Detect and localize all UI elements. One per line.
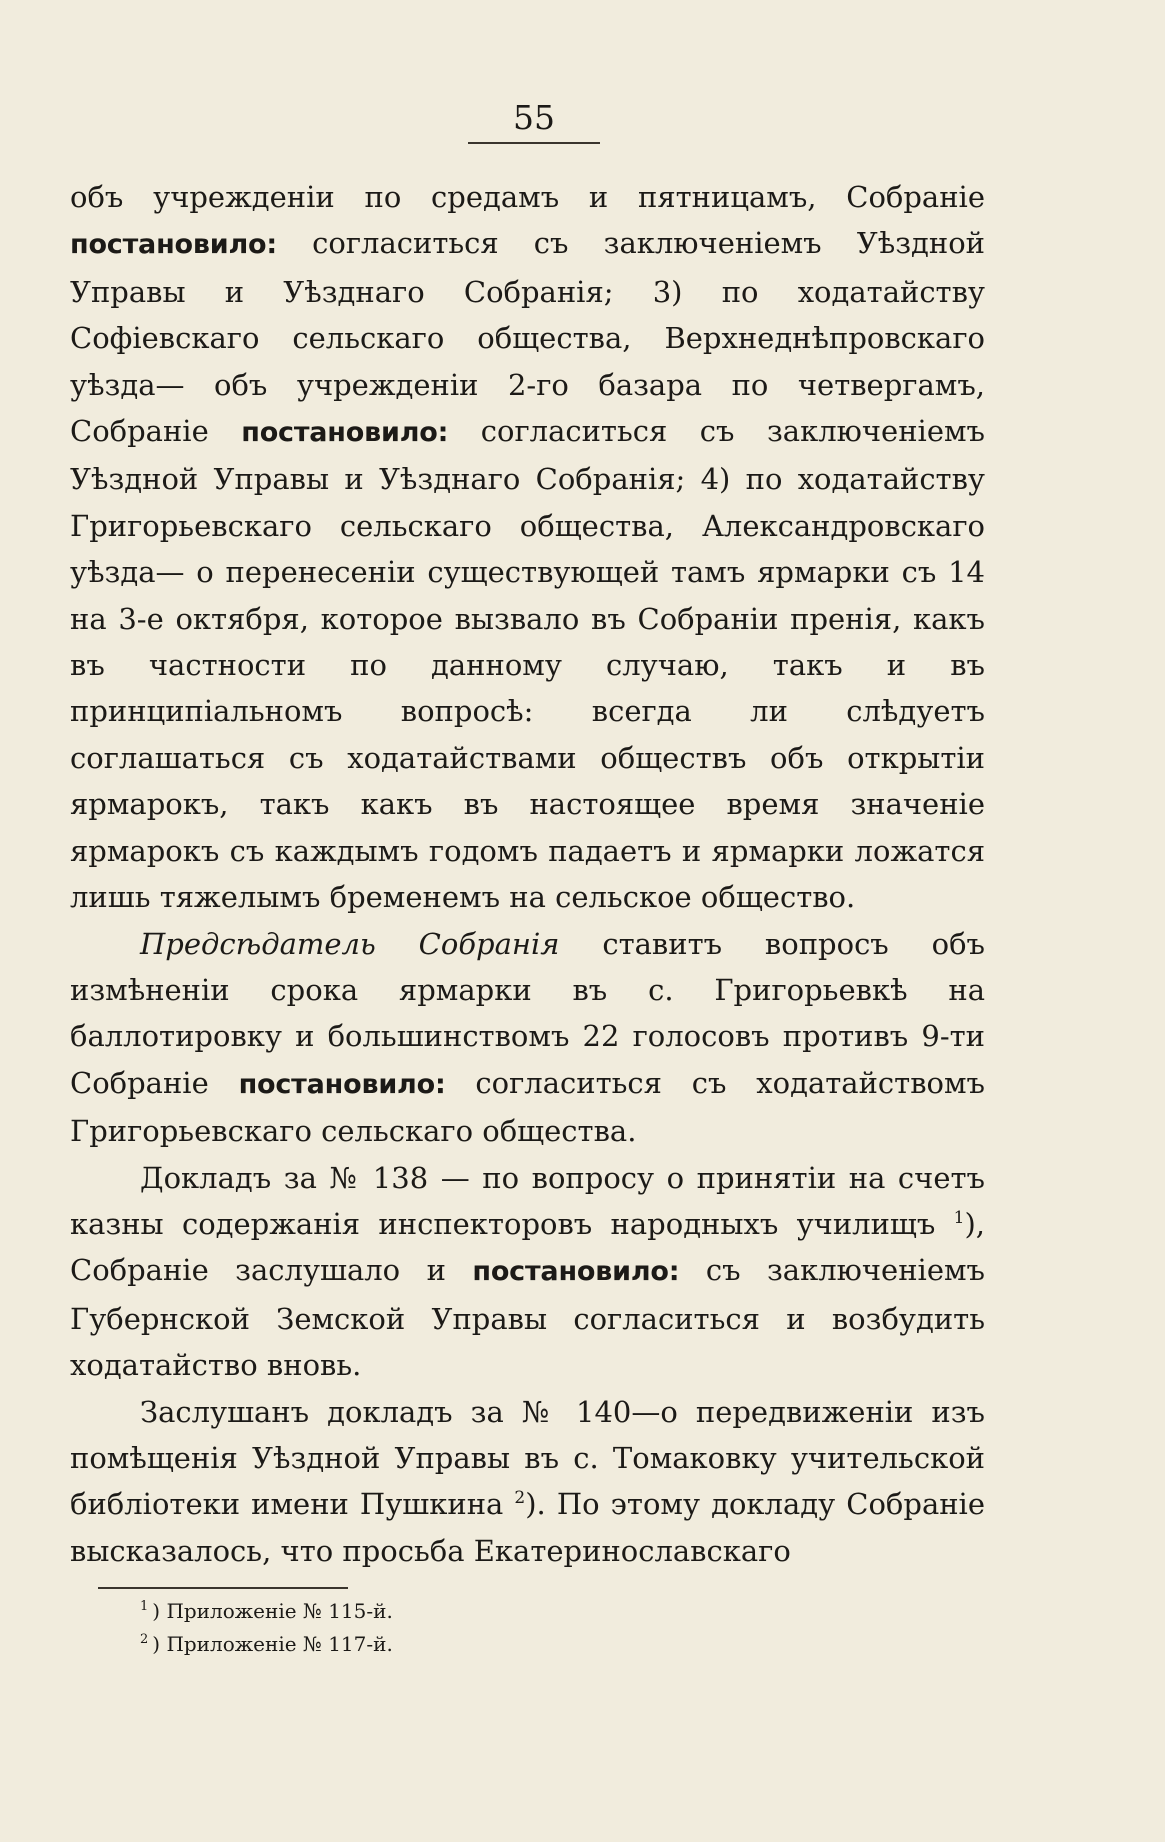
footnote-ref: 1 — [953, 1207, 965, 1228]
bold-term: постановило: — [241, 417, 449, 449]
text-run: согласиться съ ходатайствомъ Григорьевскаго сельскаго общества. — [70, 1065, 985, 1149]
footnote-mark: 2 — [140, 1632, 149, 1647]
footnote-text: ) Приложеніе № 115-й. — [152, 1599, 393, 1623]
footnote-divider — [98, 1587, 348, 1589]
text-run: ). По этому докладу Собраніе высказалось, что просьба Екатеринославскаго — [70, 1487, 985, 1568]
page-number: 55 — [468, 96, 600, 144]
text-run: Докладъ за № 138 — по вопросу о принятіи на счетъ казны содержанія инспекторовъ народныхъ училищъ — [70, 1160, 985, 1241]
bold-term: постановило: — [472, 1256, 680, 1288]
italic-term: Предсѣдатель Собранія — [140, 926, 560, 961]
text-run: ), Собраніе заслушало и — [70, 1206, 985, 1288]
bold-term: постановило: — [70, 229, 278, 261]
paragraph — [70, 1155, 985, 1389]
footnote-mark: 1 — [140, 1599, 149, 1614]
footnotes — [140, 1595, 393, 1661]
text-run: ставитъ вопросъ объ измѣненіи срока ярмарки въ с. Григорьевкѣ на баллотировку и большинствомъ 22 голосовъ противъ 9-ти Собраніе — [70, 926, 985, 1100]
text-run: согласиться съ заключеніемъ Уѣздной Управы и Уѣзднаго Собранія; 3) по ходатайству Софіевскаго сельскаго общества, Верхнеднѣпровскаго уѣзда— объ учрежденіи 2-го базара по четвергамъ, Собраніе — [70, 226, 985, 449]
bold-term: постановило: — [238, 1068, 446, 1100]
footnote — [140, 1628, 393, 1661]
paragraph — [70, 174, 985, 921]
footnote — [140, 1595, 393, 1628]
text-run: Заслушанъ докладъ за № 140—о передвиженіи изъ помѣщенія Уѣздной Управы въ с. Томаковку учительской библіотеки имени Пушкина — [70, 1394, 985, 1522]
text-run: объ учрежденіи по средамъ и пятницамъ, Собраніе — [70, 180, 985, 214]
footnote-ref: 2 — [514, 1488, 526, 1509]
text-run: съ заключеніемъ Губернской Земской Управы согласиться и возбудить ходатайство вновь. — [70, 1253, 985, 1383]
footnote-text: ) Приложеніе № 117-й. — [152, 1632, 393, 1656]
body-text — [70, 174, 985, 1574]
paragraph — [70, 1389, 985, 1575]
text-run: согласиться съ заключеніемъ Уѣздной Управы и Уѣзднаго Собранія; 4) по ходатайству Григорьевскаго сельскаго общества, Александровскаго уѣзда— о перенесеніи существующей тамъ ярмарки съ 14 на 3-е октября, которое вызвало въ Собраніи пренія, какъ въ частности по данному случаю, такъ и въ принципіальномъ вопросѣ: всегда ли слѣдуетъ соглашаться съ ходатайствами обществъ объ открытіи ярмарокъ, такъ какъ въ настоящее время значеніе ярмарокъ съ каждымъ годомъ падаетъ и ярмарки ложатся лишь тяжелымъ бременемъ на сельское общество. — [70, 414, 985, 915]
paragraph — [70, 921, 985, 1155]
